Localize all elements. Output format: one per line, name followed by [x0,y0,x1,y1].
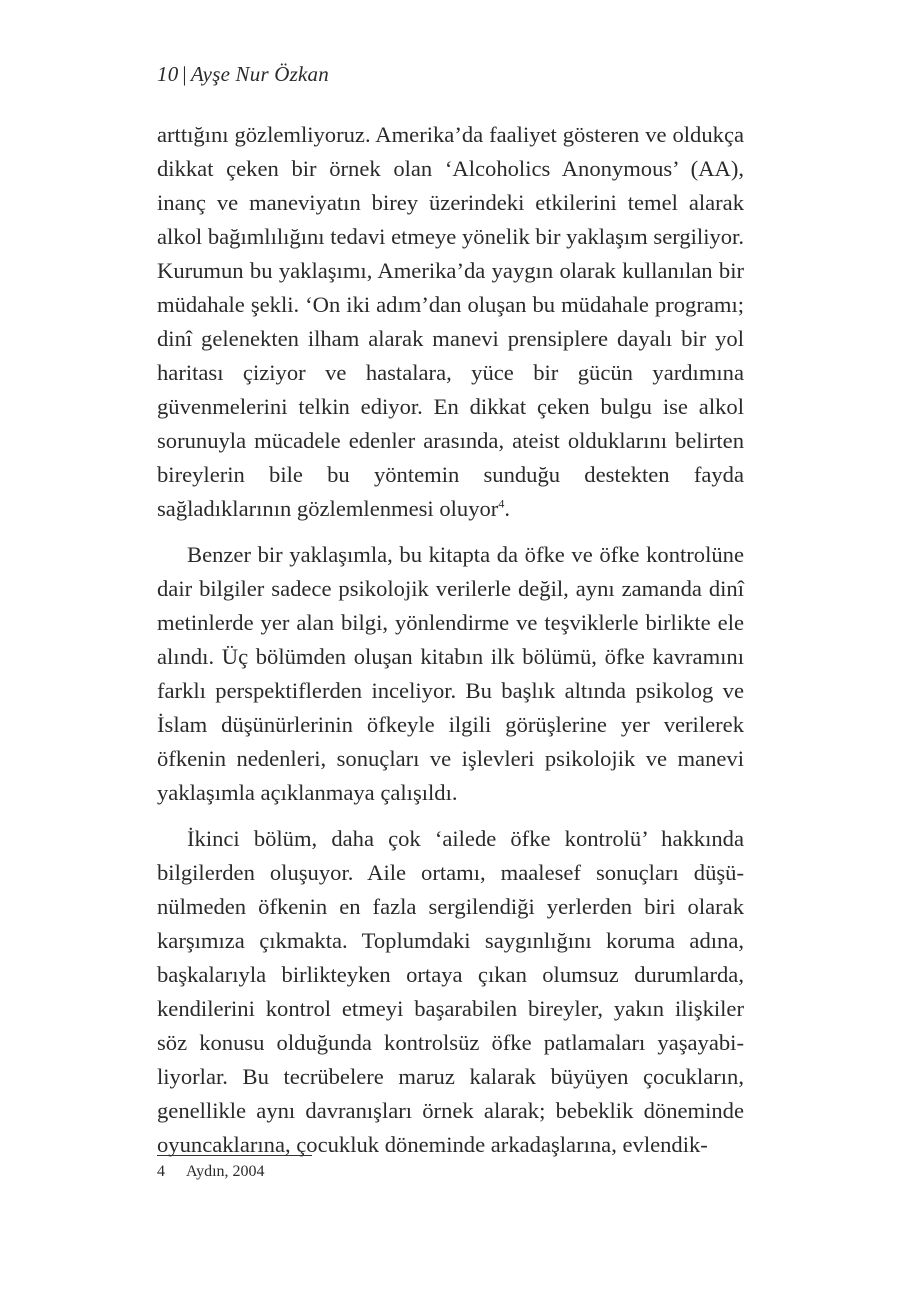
author-name: Ayşe Nur Özkan [190,62,329,86]
footnote-reference[interactable]: 4 [498,496,505,511]
footnote-divider [157,1155,312,1156]
paragraph-1-trailing: . [504,496,510,521]
paragraph-2: Benzer bir yaklaşımla, bu kitapta da öfke ve öfke kontrolüne dair bilgiler sadece psikolojik verilerle değil, aynı zamanda dinî metinlerde yer alan bilgi, yönlendirme ve teşviklerle birlikte ele alındı. Üç bölümden oluşan kitabın ilk bölümü, öfke kavramını farklı perspektiflerden inceliyor. Bu başlık altında psikolog ve İslam düşünürlerinin öfkeyle ilgili görüşlerine yer verilerek öfkenin nedenleri, sonuçları ve işlevleri psikolojik ve manevi yaklaşımla açıklanmaya çalışıldı. [157,542,744,805]
running-head-separator: | [182,62,187,86]
paragraph-1-text: arttığını gözlemliyoruz. Amerika’da faaliyet gösteren ve oldukça dikkat çeken bir örnek olan ‘Alcoholics Anonymous’ (AA), inanç ve maneviyatın birey üzerindeki etkilerini temel alarak alkol bağımlılığını tedavi etmeye yönelik bir yaklaşım sergiliyor. Kurumun bu yaklaşımı, Amerika’da yaygın olarak kullanılan bir müdahale şekli. ‘On iki adım’dan oluşan bu müdahale programı; dinî gelenekten ilham alarak manevi prensiplere dayalı bir yol haritası çiziyor ve hastalara, yüce bir gücün yardımına güvenmelerini telkin ediyor. En dikkat çeken bulgu ise alkol sorunuyla mücadele edenler arasında, ateist olduklarını belirten bireylerin bile bu yöntemin sunduğu destekten fayda sağladıklarının gözlemlenmesi oluyor [157,122,744,521]
footnote [157,1162,265,1182]
paragraph-3: İkinci bölüm, daha çok ‘ailede öfke kontrolü’ hakkında bilgilerden oluşuyor. Aile ortamı, maalesef sonuçları düşünülmeden öfkenin en fazla sergilendiği yerlerden biri olarak karşımıza çıkmakta. Toplumdaki saygınlığını koruma adına, başkalarıyla birlikteyken ortaya çıkan olumsuz durumlarda, kendilerini kontrol etmeyi başarabilen bireyler, yakın ilişkiler söz konusu olduğunda kontrolsüz öfke patlamaları yaşayabiliyorlar. Bu tecrübelere maruz kalarak büyüyen çocukların, genellikle aynı davranışları örnek alarak; bebeklik döneminde oyuncaklarına, çocukluk döneminde arkadaşlarına, evlendik- [157,826,744,1157]
body-text [157,118,744,1162]
running-head [157,62,329,87]
book-page [157,0,744,1300]
footnote-number: 4 [157,1163,165,1180]
paragraph-1 [157,118,744,526]
footnote-text: Aydın, 2004 [186,1163,265,1180]
page-number: 10 [157,62,179,86]
